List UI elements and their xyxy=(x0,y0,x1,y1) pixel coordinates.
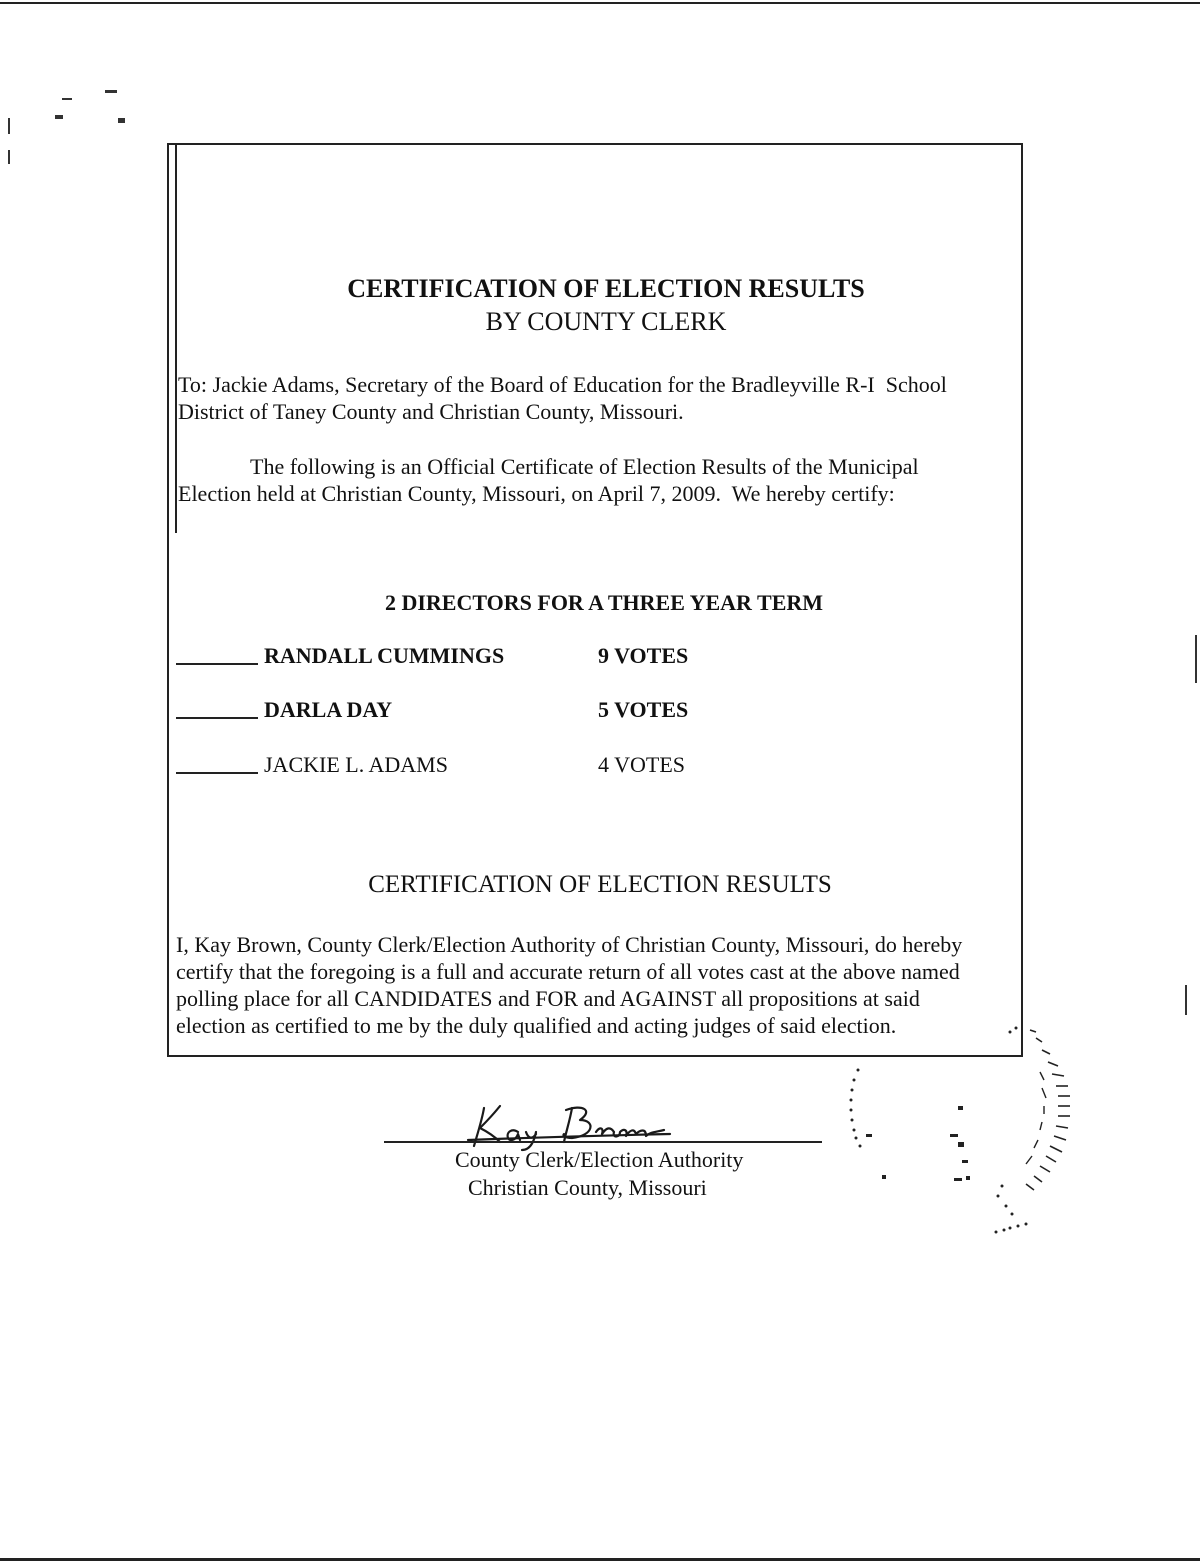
certificate-intro-line-2: Election held at Christian County, Missouri, on April 7, 2009. We hereby certify: xyxy=(178,481,895,506)
scan-speck xyxy=(118,118,125,123)
scan-speck xyxy=(8,118,10,134)
certification-heading: CERTIFICATION OF ELECTION RESULTS xyxy=(368,871,832,898)
scan-speck xyxy=(8,150,10,164)
certification-line-3: polling place for all CANDIDATES and FOR and AGAINST all propositions at said xyxy=(176,986,920,1011)
document-title: CERTIFICATION OF ELECTION RESULTS xyxy=(347,274,865,303)
office-heading: 2 DIRECTORS FOR A THREE YEAR TERM xyxy=(384,590,824,615)
signature-line xyxy=(384,1141,822,1143)
candidate-votes: 4 VOTES xyxy=(598,752,685,777)
candidate-row xyxy=(176,697,776,727)
scan-speck xyxy=(1185,985,1187,1015)
certification-line-1: I, Kay Brown, County Clerk/Election Authority of Christian County, Missouri, do hereby xyxy=(176,932,963,957)
addressee-line-1: To: Jackie Adams, Secretary of the Board of Education for the Bradleyville R-I School xyxy=(178,372,947,397)
signer-county: Christian County, Missouri xyxy=(468,1175,707,1200)
mark-blank xyxy=(176,772,258,774)
scan-speck xyxy=(1195,635,1197,683)
certification-line-4: election as certified to me by the duly qualified and acting judges of said election. xyxy=(176,1013,897,1038)
candidate-votes: 5 VOTES xyxy=(598,697,689,722)
candidate-name: DARLA DAY xyxy=(264,697,393,722)
signer-title: County Clerk/Election Authority xyxy=(455,1147,744,1172)
scan-speck xyxy=(62,98,72,100)
certificate-intro-line-1: The following is an Official Certificate of Election Results of the Municipal xyxy=(250,454,919,479)
candidate-votes: 9 VOTES xyxy=(598,643,689,668)
candidate-row xyxy=(176,643,776,673)
mark-blank xyxy=(176,717,258,719)
candidate-name: RANDALL CUMMINGS xyxy=(264,643,505,668)
scan-speck xyxy=(105,90,117,93)
candidate-row xyxy=(176,752,776,782)
scan-bottom-edge xyxy=(0,1558,1200,1561)
scan-top-edge xyxy=(0,2,1200,4)
mark-blank xyxy=(176,663,258,665)
frame-inner-edge xyxy=(175,143,177,533)
scan-speck xyxy=(55,115,63,119)
handwritten-signature xyxy=(460,1102,690,1152)
addressee-line-2: District of Taney County and Christian County, Missouri. xyxy=(178,399,684,424)
candidate-name: JACKIE L. ADAMS xyxy=(264,752,448,777)
certification-line-2: certify that the foregoing is a full and accurate return of all votes cast at the above named xyxy=(176,959,960,984)
county-seal-emboss xyxy=(830,1010,1090,1250)
document-subtitle: BY COUNTY CLERK xyxy=(485,307,727,336)
